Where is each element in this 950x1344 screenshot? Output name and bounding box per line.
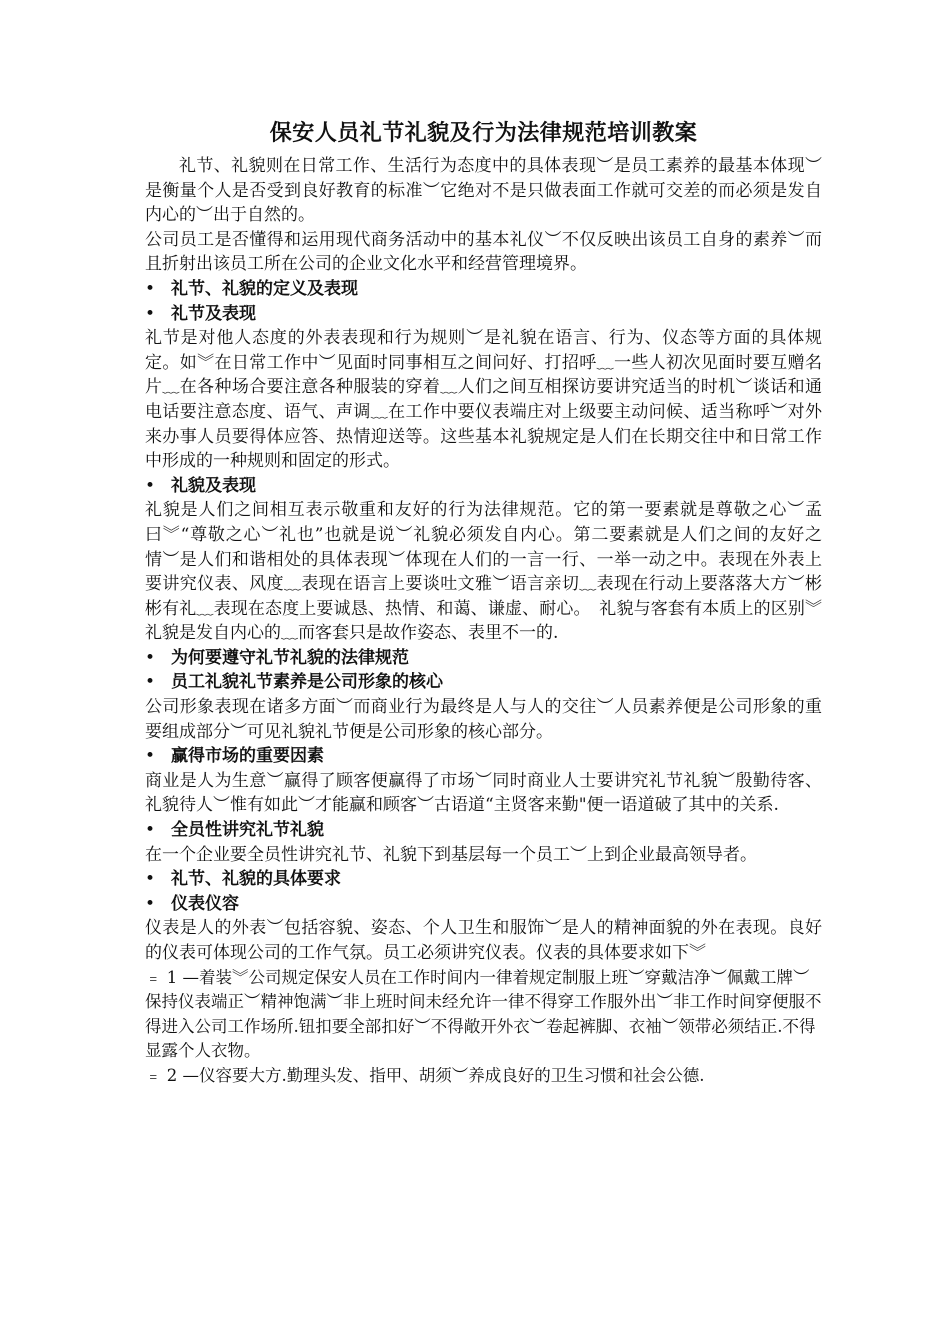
section-heading — [145, 818, 822, 843]
bullet-icon: • — [145, 303, 156, 324]
section-heading — [145, 474, 822, 499]
section-heading-text: 礼节及表现 — [171, 303, 256, 324]
list-item: ﹦ 2 —仪容要大方.勤理头发、指甲、胡须︶养成良好的卫生习惯和社会公德. — [145, 1065, 705, 1085]
paragraph: 公司员工是否懂得和运用现代商务活动中的基本礼仪︶不仅反映出该员工自身的素养︶而且折射出该员工所在公司的企业文化水平和经营管理境界。 — [145, 229, 822, 275]
paragraph: 在一个企业要全员性讲究礼节、礼貌下到基层每一个员工︶上到企业最高领导者。 — [145, 844, 757, 865]
section-heading-text: 全员性讲究礼节礼貌 — [171, 820, 324, 841]
section-heading-text: 为何要遵守礼节礼貌的法律规范 — [171, 647, 409, 668]
paragraph: 公司形象表现在诸多方面︶而商业行为最终是人与人的交往︶人员素养便是公司形象的重要组成部分︶可见礼貌礼节便是公司形象的核心部分。 — [145, 697, 822, 742]
paragraph: 礼节、礼貌则在日常工作、生活行为态度中的具体表现︶是员工素养的最基本体现︶是衡量个人是否受到良好教育的标准︶它绝对不是只做表面工作就可交差的而必须是发自内心的︶出于自然的。 — [145, 156, 822, 226]
bullet-icon: • — [145, 475, 156, 496]
bullet-icon: • — [145, 820, 156, 841]
section-heading-text: 仪表仪容 — [171, 893, 239, 914]
section-heading — [145, 670, 822, 695]
bullet-icon: • — [145, 647, 156, 668]
paragraph: 仪表是人的外表︶包括容貌、姿态、个人卫生和服饰︶是人的精神面貌的外在表现。良好的仪表可体现公司的工作气氛。员工必须讲究仪表。仪表的具体要求如下︾ — [145, 918, 822, 963]
bullet-icon: • — [145, 672, 156, 693]
section-heading — [145, 744, 822, 769]
bullet-icon: • — [145, 893, 156, 914]
section-heading — [145, 302, 822, 327]
document-title: 保安人员礼节礼貌及行为法律规范培训教案 — [269, 120, 698, 146]
section-heading-text: 赢得市场的重要因素 — [171, 746, 324, 767]
section-heading-text: 礼貌及表现 — [171, 475, 256, 496]
section-heading-text: 员工礼貌礼节素养是公司形象的核心 — [171, 672, 443, 693]
bullet-icon: • — [145, 278, 156, 299]
document-body — [145, 154, 822, 1089]
section-heading-text: 礼节、礼貌的定义及表现 — [171, 278, 358, 299]
paragraph: 商业是人为生意︶赢得了顾客便赢得了市场︶同时商业人士要讲究礼节礼貌︶殷勤待客、礼貌待人︶惟有如此︶才能赢和顾客︶古语道“主贤客来勤"便一语道破了其中的关系. — [145, 770, 822, 816]
bullet-icon: • — [145, 869, 156, 890]
section-heading — [145, 646, 822, 671]
section-heading — [145, 867, 822, 892]
section-heading — [145, 277, 822, 302]
list-item: ﹦ 1 —着装︾公司规定保安人员在工作时间内一律着规定制服上班︶穿戴洁净︶佩戴工牌︶保持仪表端正︶精神饱满︶非上班时间未经允许一律不得穿工作服外出︶非工作时间穿便服不得进入公司工作场所.钮扣要全部扣好︶不得敞开外衣︶卷起裤脚、衣袖︶领带必须结正.不得显露个人衣物。 — [145, 967, 822, 1061]
paragraph: 礼貌是人们之间相互表示敬重和友好的行为法律规范。它的第一要素就是尊敬之心︶孟曰︾“尊敬之心︶礼也”也就是说︶礼貌必须发自内心。第二要素就是人们之间的友好之情︶是人们和谐相处的具体表现︶体现在人们的一言一行、一举一动之中。表现在外表上要讲究仪表、风度﹏表现在语言上要谈吐文雅︶语言亲切﹏表现在行动上要落落大方︶彬彬有礼﹏表现在态度上要诚恳、热情、和蔼、谦虚、耐心。 礼貌与客套有本质上的区别︾礼貌是发自内心的﹏而客套只是故作姿态、表里不一的. — [145, 500, 822, 644]
bullet-icon: • — [145, 746, 156, 767]
paragraph: 礼节是对他人态度的外表表现和行为规则︶是礼貌在语言、行为、仪态等方面的具体规定。如︾在日常工作中︶见面时同事相互之间问好、打招呼﹏一些人初次见面时要互赠名片﹏在各种场合要注意各种服装的穿着﹏人们之间互相探访要讲究适当的时机︶谈话和通电话要注意态度、语气、声调﹏在工作中要仪表端庄对上级要主动问候、适当称呼︶对外来办事人员要得体应答、热情迎送等。这些基本礼貌规定是人们在长期交往中和日常工作中形成的一种规则和固定的形式。 — [145, 328, 822, 472]
section-heading — [145, 892, 822, 917]
section-heading-text: 礼节、礼貌的具体要求 — [171, 869, 341, 890]
